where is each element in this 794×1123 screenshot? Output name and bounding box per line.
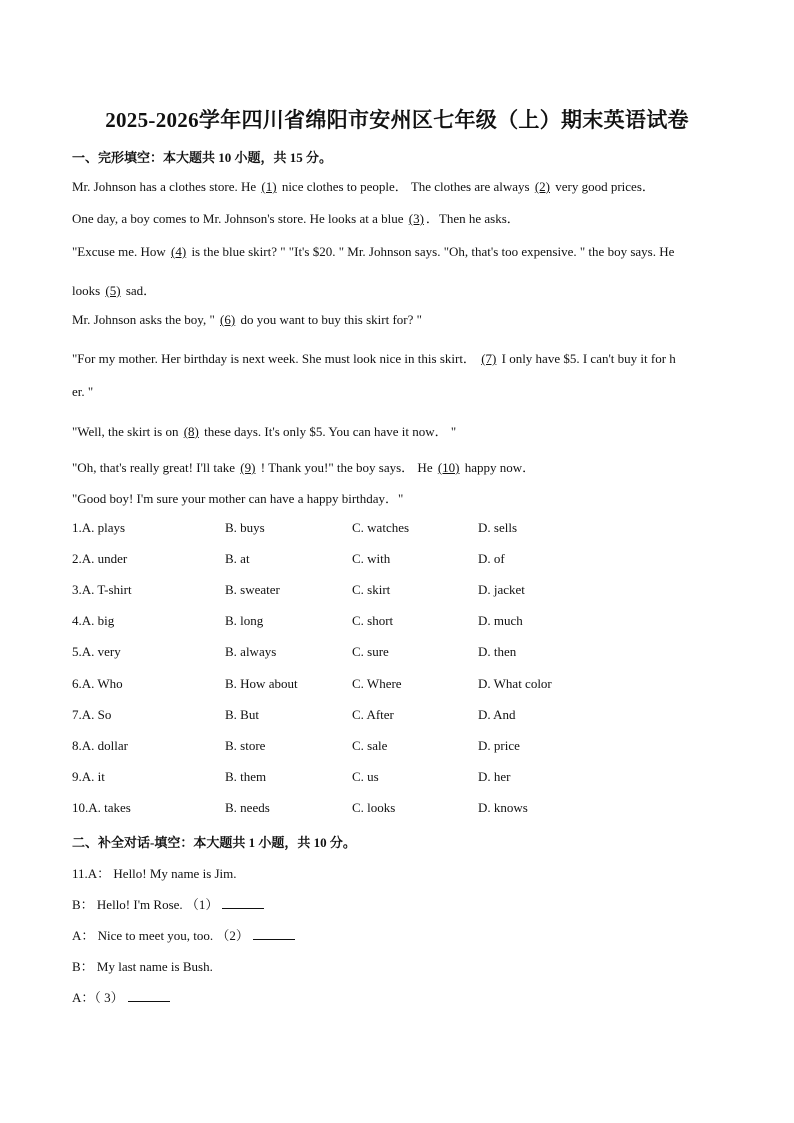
option-c[interactable]: C. us — [352, 769, 379, 784]
option-c[interactable]: C. sure — [352, 644, 389, 659]
dialogue-line: B： Hello! I'm Rose. （1） — [72, 894, 722, 913]
question-options-5 — [72, 644, 722, 662]
question-options-2 — [72, 551, 722, 569]
blank-7: (7) — [481, 351, 497, 366]
option-b[interactable]: B. sweater — [225, 582, 280, 597]
page-title: 2025-2026学年四川省绵阳市安州区七年级（上）期末英语试卷 — [105, 108, 689, 132]
option-b[interactable]: B. them — [225, 769, 267, 784]
option-c[interactable]: C. skirt — [352, 582, 391, 597]
dialogue-line: 11.A： Hello! My name is Jim. — [72, 866, 237, 881]
option-d[interactable]: D. her — [478, 769, 511, 784]
blank-6: (6) — [220, 312, 236, 327]
option-c[interactable]: C. After — [352, 707, 394, 722]
option-d[interactable]: D. What color — [478, 676, 552, 691]
question-options-7 — [72, 707, 722, 725]
question-options-1 — [72, 520, 722, 538]
question-options-4 — [72, 613, 722, 631]
option-b[interactable]: B. How about — [225, 676, 298, 691]
passage-line: One day, a boy comes to Mr. Johnson's store. He looks at a blue (3) ．Then he asks． — [72, 211, 520, 226]
option-d[interactable]: D. then — [478, 644, 517, 659]
option-a[interactable]: 3.A. T-shirt — [72, 582, 132, 597]
option-d[interactable]: D. price — [478, 738, 520, 753]
option-a[interactable]: 6.A. Who — [72, 676, 123, 691]
passage-line: "Good boy! I'm sure your mother can have a happy birthday．" — [72, 491, 404, 506]
option-b[interactable]: B. needs — [225, 800, 270, 815]
section-heading-cloze: 一、完形填空：本大题共 10 小题，共 15 分。 — [72, 150, 333, 165]
option-a[interactable]: 2.A. under — [72, 551, 128, 566]
option-c[interactable]: C. short — [352, 613, 394, 628]
option-d[interactable]: D. sells — [478, 520, 517, 535]
answer-blank-2[interactable] — [253, 927, 295, 940]
passage-line: "For my mother. Her birthday is next week. She must look nice in this skirt． (7) I only have $5. I can't buy it for h — [72, 351, 676, 366]
passage-line: er. " — [72, 384, 94, 399]
question-options-6 — [72, 676, 722, 694]
blank-8: (8) — [183, 424, 199, 439]
passage-line: looks (5) sad． — [72, 283, 157, 298]
option-d[interactable]: D. of — [478, 551, 505, 566]
section-heading-dialogue: 二、补全对话-填空：本大题共 1 小题，共 10 分。 — [72, 835, 356, 850]
option-a[interactable]: 4.A. big — [72, 613, 115, 628]
answer-blank-1[interactable] — [222, 896, 264, 909]
passage-line: "Oh, that's really great! I'll take (9) ! Thank you!" the boy says． He (10) happy now． — [72, 460, 536, 475]
option-b[interactable]: B. store — [225, 738, 266, 753]
option-d[interactable]: D. much — [478, 613, 523, 628]
blank-3: (3) — [408, 211, 424, 226]
blank-10: (10) — [437, 460, 460, 475]
option-a[interactable]: 5.A. very — [72, 644, 121, 659]
passage-line: "Well, the skirt is on (8) these days. It's only $5. You can have it now． " — [72, 424, 457, 439]
dialogue-line: A：（ 3） — [72, 987, 722, 1006]
blank-1: (1) — [261, 179, 277, 194]
option-c[interactable]: C. sale — [352, 738, 388, 753]
question-options-9 — [72, 769, 722, 787]
question-options-10 — [72, 800, 722, 818]
option-a[interactable]: 7.A. So — [72, 707, 112, 722]
question-options-3 — [72, 582, 722, 600]
passage-line: Mr. Johnson has a clothes store. He (1) nice clothes to people． The clothes are always (2) very good prices． — [72, 179, 655, 194]
option-b[interactable]: B. buys — [225, 520, 265, 535]
dialogue-line: B： My last name is Bush. — [72, 959, 213, 974]
passage-line: Mr. Johnson asks the boy, " (6) do you want to buy this skirt for? " — [72, 312, 422, 327]
option-a[interactable]: 10.A. takes — [72, 800, 131, 815]
passage-line: "Excuse me. How (4) is the blue skirt? " "It's $20. " Mr. Johnson says. "Oh, that's too expensive. " the boy says. He — [72, 244, 675, 259]
option-d[interactable]: D. And — [478, 707, 516, 722]
dialogue-line: A： Nice to meet you, too. （2） — [72, 925, 722, 944]
option-a[interactable]: 8.A. dollar — [72, 738, 128, 753]
question-options-8 — [72, 738, 722, 756]
option-b[interactable]: B. But — [225, 707, 259, 722]
blank-5: (5) — [105, 283, 121, 298]
option-a[interactable]: 9.A. it — [72, 769, 105, 784]
option-b[interactable]: B. at — [225, 551, 250, 566]
option-d[interactable]: D. jacket — [478, 582, 525, 597]
blank-2: (2) — [534, 179, 550, 194]
option-b[interactable]: B. always — [225, 644, 277, 659]
option-c[interactable]: C. watches — [352, 520, 410, 535]
blank-9: (9) — [240, 460, 256, 475]
option-a[interactable]: 1.A. plays — [72, 520, 126, 535]
option-b[interactable]: B. long — [225, 613, 264, 628]
blank-4: (4) — [171, 244, 187, 259]
option-c[interactable]: C. looks — [352, 800, 396, 815]
answer-blank-3[interactable] — [128, 989, 170, 1002]
option-c[interactable]: C. with — [352, 551, 391, 566]
option-c[interactable]: C. Where — [352, 676, 402, 691]
option-d[interactable]: D. knows — [478, 800, 528, 815]
